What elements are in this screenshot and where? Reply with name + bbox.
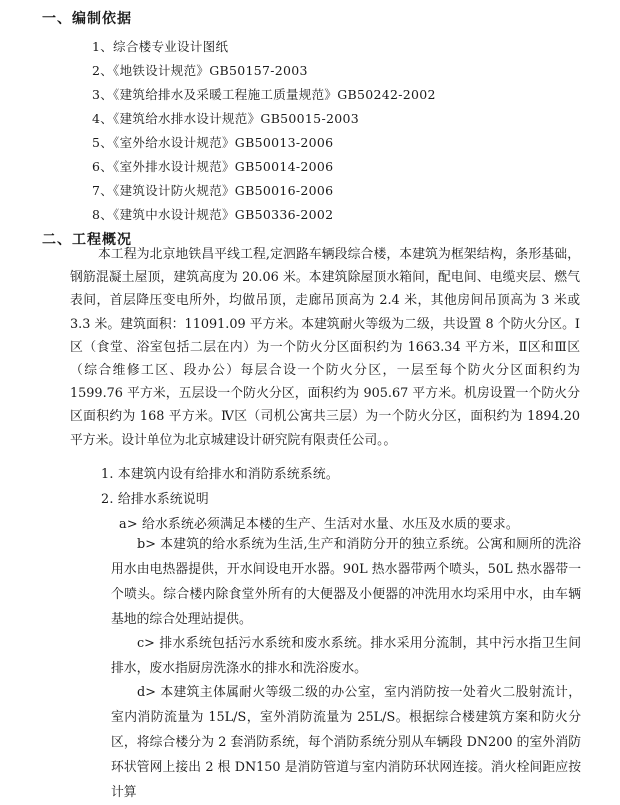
reference-item: 1、综合楼专业设计图纸 (92, 39, 229, 54)
overview-paragraph: 本工程为北京地铁昌平线工程,定泗路车辆段综合楼，本建筑为框架结构，条形基础，钢筋混凝土屋顶，建筑高度为 20.06 米。本建筑除屋顶水箱间，配电间、电缆夹层、燃气表间，首层降压变电所外，均做吊顶，走廊吊顶高为 2.4 米，其他房间吊顶高为 3 米或 3.3 米。建筑面积：11091.09 平方米。本建筑耐火等级为二级，共设置 8 个防火分区。Ⅰ区（食堂、浴室包括二层在内）为一个防火分区面积约为 1663.34 平方米，Ⅱ区和Ⅲ区（综合维修工区、段办公）每层合设一个防火分区，一层至每个防火分区面积约为 1599.76 平方米，五层设一个防火分区，面积约为 905.67 平方米。机房设置一个防火分区面积约为 168 平方米。Ⅳ区（司机公寓共三层）为一个防火分区，面积约为 1894.20 平方米。设计单位为北京城建设计研究院有限责任公司。。 (70, 247, 580, 448)
list-item-1: 1. 本建筑内设有给排水和消防系统系统。 (101, 467, 339, 482)
sub-item-b: b> 本建筑的给水系统为生活,生产和消防分开的独立系统。公寓和厕所的洗浴用水由电热器提供，开水间设电开水器。90L 热水器带两个喷头，50L 热水器带一个喷头。综合楼内除食堂外所有的大便器及小便器的冲洗用水均采用中水，由车辆基地的综合处理站提供。 (111, 537, 581, 627)
section-heading-overview: 二、工程概况 (42, 232, 132, 248)
reference-item: 2、《地铁设计规范》GB50157-2003 (92, 63, 308, 78)
reference-item: 3、《建筑给排水及采暖工程施工质量规范》GB50242-2002 (92, 87, 436, 102)
reference-item: 7、《建筑设计防火规范》GB50016-2006 (92, 183, 334, 198)
section-heading-basis: 一、编制依据 (42, 11, 132, 27)
reference-item: 5、《室外给水设计规范》GB50013-2006 (92, 135, 334, 150)
sub-item-d: d> 本建筑主体属耐火等级二级的办公室，室内消防按一处着火二股射流计，室内消防流量为 15L/S，室外消防流量为 25L/S。根据综合楼建筑方案和防火分区，将综合楼分为 2 套消防系统，每个消防系统分别从车辆段 DN200 的室外消防环状管网上接出 2 根 DN150 是消防管道与室内消防环状网连接。消火栓间距应按计算 (111, 685, 581, 800)
list-item-2: 2. 给排水系统说明 (101, 492, 209, 507)
sub-item-c: c> 排水系统包括污水系统和废水系统。排水采用分流制，其中污水指卫生间排水，废水指厨房洗涤水的排水和洗浴废水。 (111, 636, 581, 676)
reference-item: 4、《建筑给水排水设计规范》GB50015-2003 (92, 111, 359, 126)
sub-item-a: a> 给水系统必须满足本楼的生产、生活对水量、水压及水质的要求。 (119, 517, 519, 532)
reference-item: 8、《建筑中水设计规范》GB50336-2002 (92, 207, 334, 222)
reference-item: 6、《室外排水设计规范》GB50014-2006 (92, 159, 334, 174)
